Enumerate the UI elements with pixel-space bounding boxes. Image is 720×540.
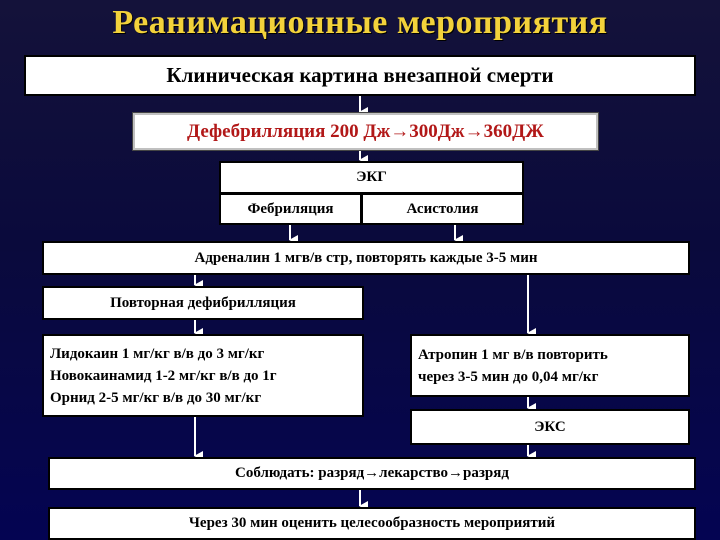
repeat-defibrillation-label: Повторная дефибрилляция [110,294,296,311]
antiarrhythmics-list [50,343,277,409]
ecg-box [219,161,524,194]
antiarrhythmics-box [42,334,364,417]
asystole-label: Асистолия [406,200,479,217]
atropine-line-1: Атропин 1 мг в/в повторить [418,346,608,363]
asystole-box [361,193,524,225]
observe-sequence-box [48,457,696,490]
ecg-label: ЭКГ [356,169,387,185]
clinical-picture-label: Клиническая картина внезапной смерти [166,63,554,87]
atropine-text [418,344,608,388]
eks-box [410,409,690,445]
clinical-picture-box [24,55,696,96]
adrenaline-box [42,241,690,275]
drug-novocainamide: Новокаинамид 1-2 мг/кг в/в до 1г [50,367,277,384]
repeat-defibrillation-box [42,286,364,320]
adrenaline-label: Адреналин 1 мгв/в стр, повторять каждые 3-5 мин [194,249,538,266]
fibrillation-label: Фебриляция [247,200,334,217]
drug-lidocaine: Лидокаин 1 мг/кг в/в до 3 мг/кг [50,345,265,362]
atropine-box [410,334,690,397]
evaluate-box [48,507,696,540]
fibrillation-box [219,193,362,225]
evaluate-label: Через 30 мин оценить целесообразность мероприятий [188,515,556,531]
eks-label: ЭКС [534,418,566,435]
defibrillation-label: Дефебрилляция 200 Дж→300Дж→360ДЖ [187,120,544,142]
defibrillation-box [133,113,598,150]
observe-sequence-label: Соблюдать: разряд→лекарство→разряд [235,465,509,481]
drug-ornid: Орнид 2-5 мг/кг в/в до 30 мг/кг [50,389,262,406]
atropine-line-2: через 3-5 мин до 0,04 мг/кг [418,368,599,385]
page-title: Реанимационные мероприятия [112,4,608,41]
